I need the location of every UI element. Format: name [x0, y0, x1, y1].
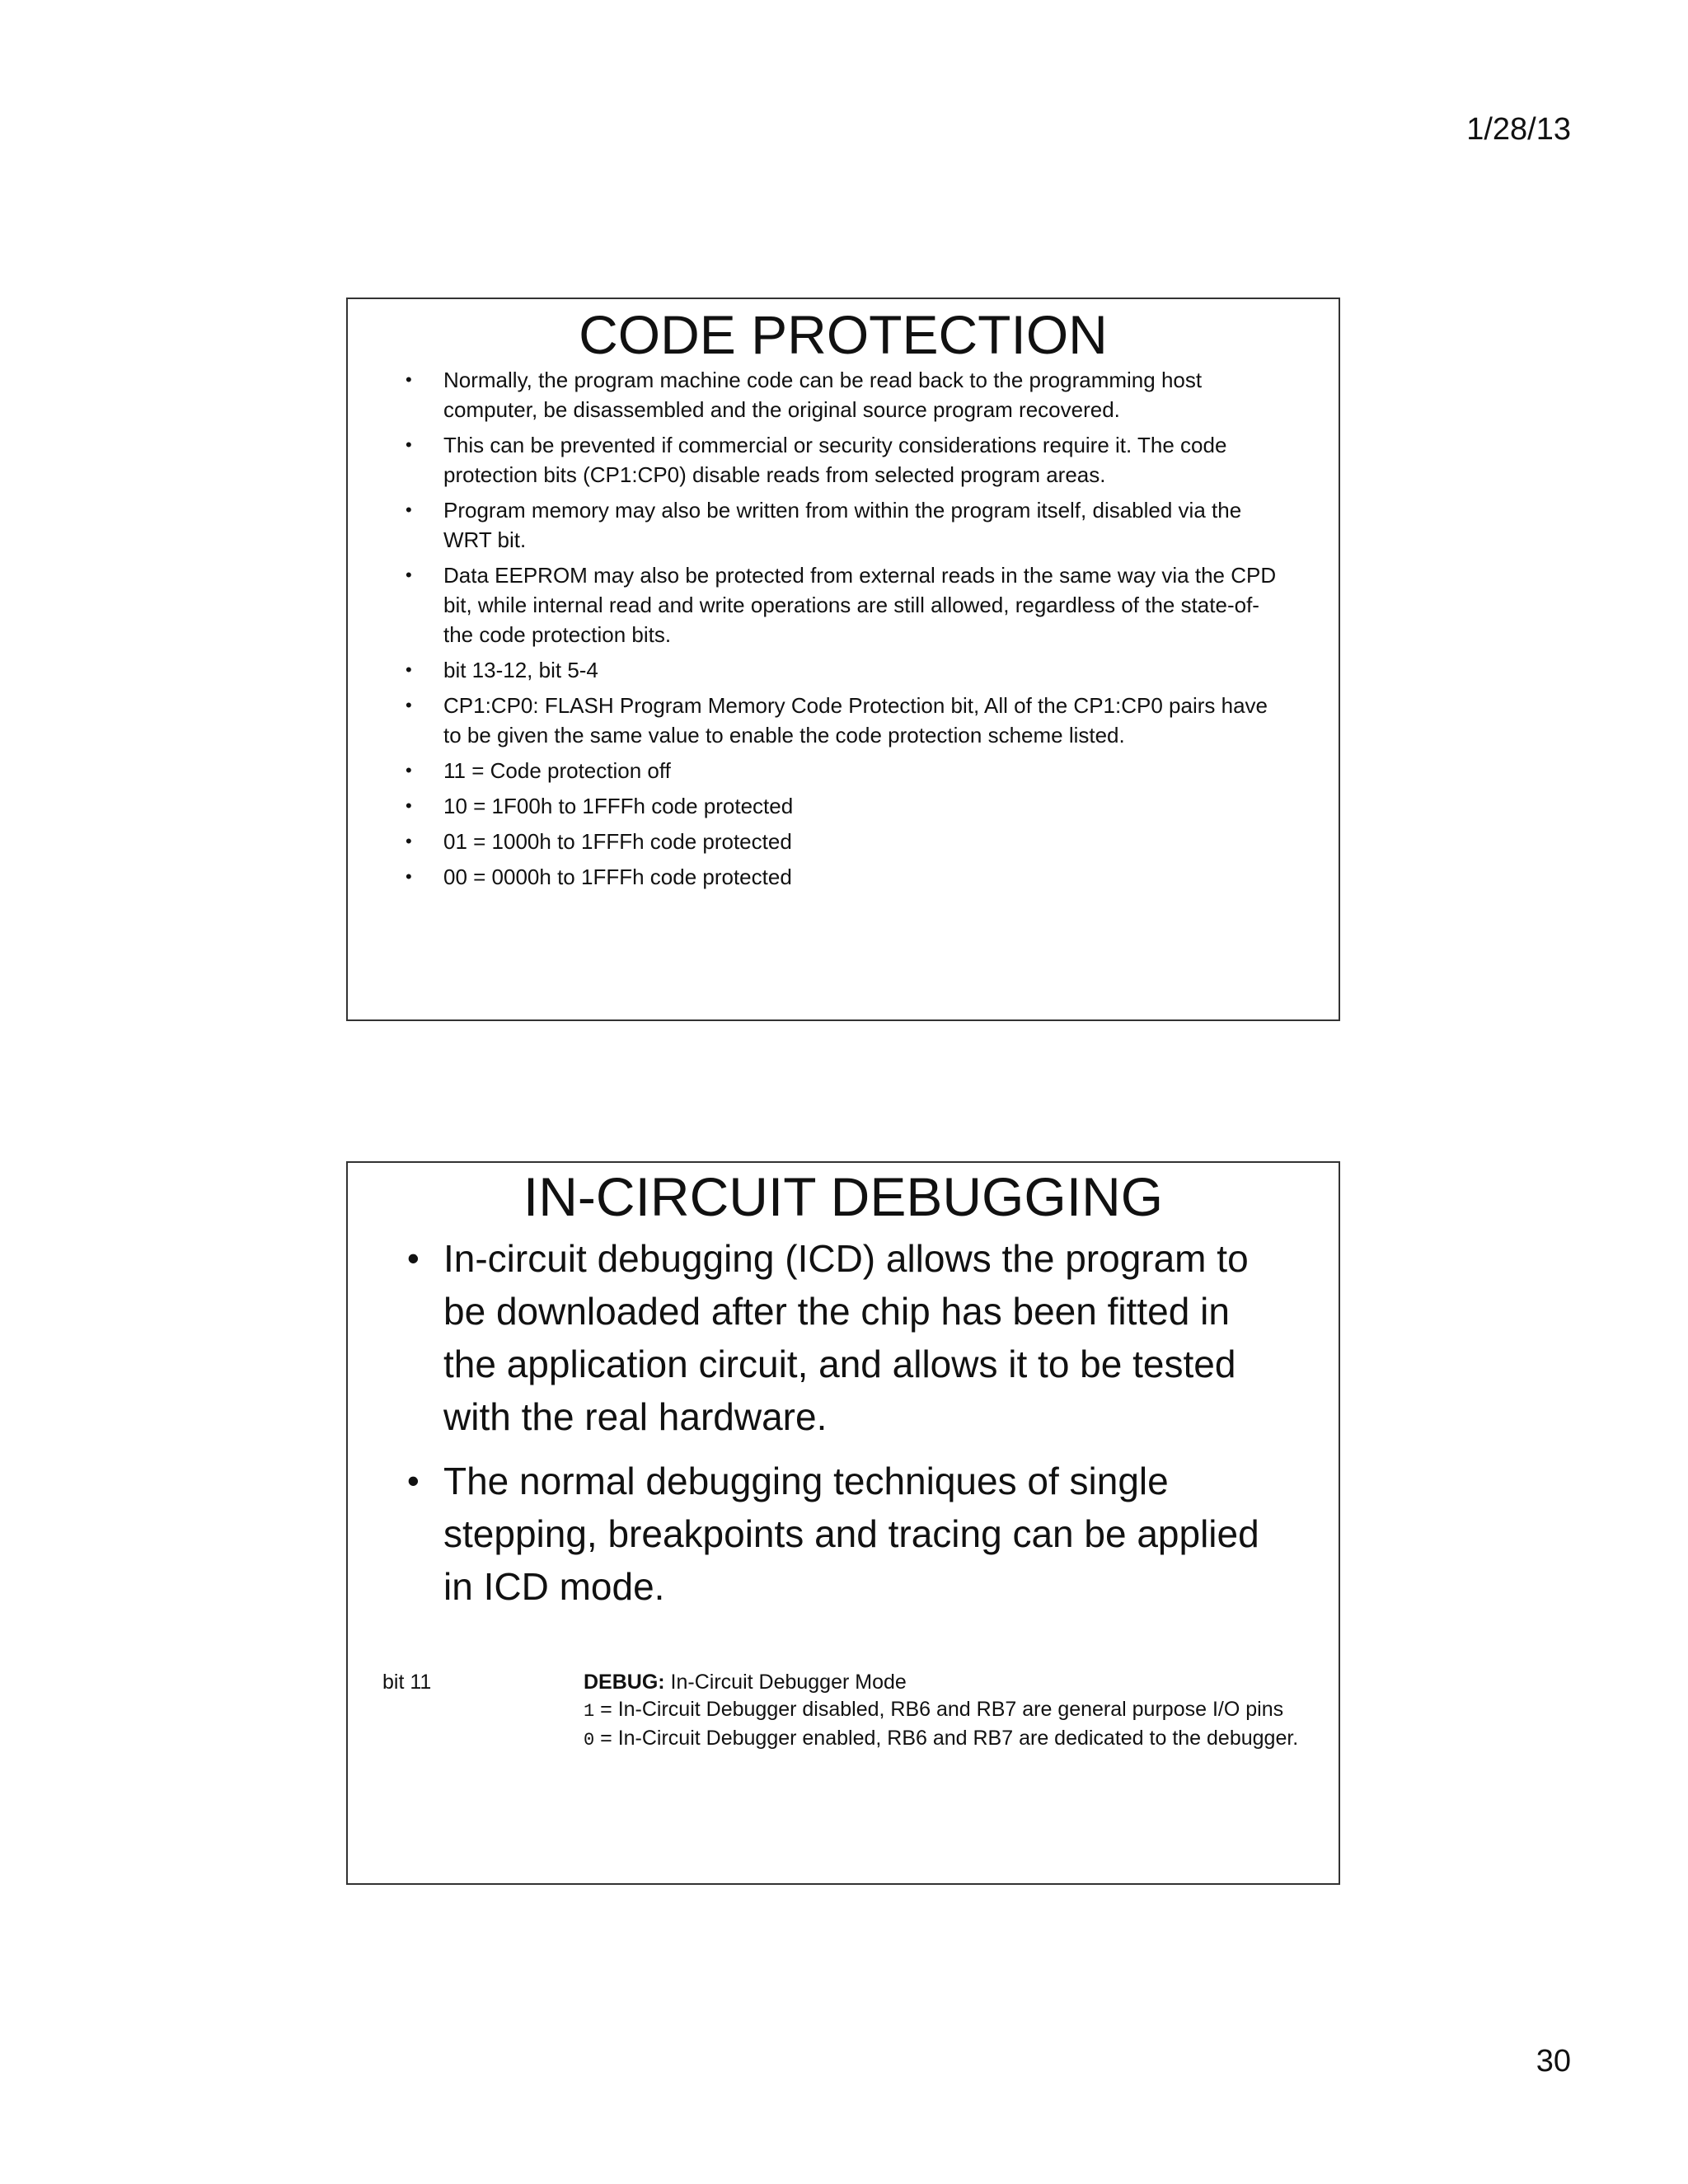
bit-name-description: In-Circuit Debugger Mode: [664, 1671, 907, 1694]
list-item: [406, 655, 1284, 685]
list-item: [406, 756, 1284, 785]
list-item: [406, 560, 1284, 649]
bit-option: [584, 1725, 1298, 1754]
bullet-text: 00 = 0000h to 1FFFh code protected: [443, 865, 792, 889]
bullet-icon: •: [406, 659, 412, 680]
bullet-icon: •: [406, 695, 412, 715]
list-item: [406, 791, 1284, 821]
bullet-text: Normally, the program machine code can be read back to the programming host computer, be disassembled and the original source program recovered.: [443, 368, 1203, 422]
bullet-text: In-circuit debugging (ICD) allows the program to be downloaded after the chip has been fitted in the application circuit, and allows it to be tested with the real hardware.: [443, 1237, 1249, 1438]
page-date: 1/28/13: [1466, 112, 1571, 147]
list-item: [406, 862, 1284, 892]
page-number: 30: [1536, 2044, 1571, 2079]
slide-in-circuit-debugging: [346, 1161, 1340, 1885]
slide-code-protection: [346, 298, 1340, 1021]
bullet-text: Program memory may also be written from within the program itself, disabled via the WRT bit.: [443, 498, 1242, 552]
bullet-icon: •: [406, 434, 412, 455]
bullet-icon: •: [406, 565, 412, 585]
bit-name: DEBUG:: [584, 1671, 665, 1694]
slide-title: CODE PROTECTION: [579, 304, 1108, 365]
bullet-icon: •: [406, 795, 412, 816]
bit-heading: [584, 1669, 1298, 1696]
bullet-text: CP1:CP0: FLASH Program Memory Code Protection bit, All of the CP1:CP0 pairs have to be given the same value to enable the code protection scheme listed.: [443, 693, 1268, 748]
bullet-list: [406, 365, 1284, 898]
bullet-text: This can be prevented if commercial or security considerations require it. The code protection bits (CP1:CP0) disable reads from selected program areas.: [443, 433, 1227, 487]
bullet-icon: •: [406, 499, 412, 520]
list-item: [406, 495, 1284, 555]
list-item: [406, 430, 1284, 490]
slide-title: IN-CIRCUIT DEBUGGING: [523, 1166, 1164, 1227]
bullet-text: 01 = 1000h to 1FFFh code protected: [443, 829, 792, 854]
bullet-text: The normal debugging techniques of single stepping, breakpoints and tracing can be applied in ICD mode.: [443, 1460, 1259, 1608]
bullet-icon: •: [407, 1461, 420, 1500]
list-item: [406, 365, 1284, 424]
bit-description-body: [584, 1669, 1298, 1754]
bullet-list: [407, 1232, 1292, 1624]
bullet-icon: •: [407, 1239, 420, 1277]
bullet-text: Data EEPROM may also be protected from external reads in the same way via the CPD bit, while internal read and write operations are still allowed, regardless of the state-of-the code protection bits.: [443, 563, 1277, 647]
bit-option-value: 1: [584, 1701, 595, 1722]
bit-option: [584, 1696, 1298, 1725]
bullet-icon: •: [406, 760, 412, 780]
list-item: [407, 1455, 1292, 1613]
bullet-text: 10 = 1F00h to 1FFFh code protected: [443, 794, 794, 818]
bullet-icon: •: [406, 369, 412, 390]
bit-option-text: = In-Circuit Debugger enabled, RB6 and RB7 are dedicated to the debugger.: [594, 1727, 1299, 1750]
list-item: [406, 691, 1284, 750]
bullet-text: bit 13-12, bit 5-4: [443, 658, 598, 682]
bit-label: bit 11: [382, 1671, 432, 1694]
bit-option-value: 0: [584, 1730, 595, 1750]
list-item: [407, 1232, 1292, 1443]
list-item: [406, 827, 1284, 856]
bullet-text: 11 = Code protection off: [443, 758, 671, 783]
bit-option-text: = In-Circuit Debugger disabled, RB6 and RB7 are general purpose I/O pins: [594, 1698, 1284, 1721]
bullet-icon: •: [406, 831, 412, 851]
bullet-icon: •: [406, 866, 412, 887]
